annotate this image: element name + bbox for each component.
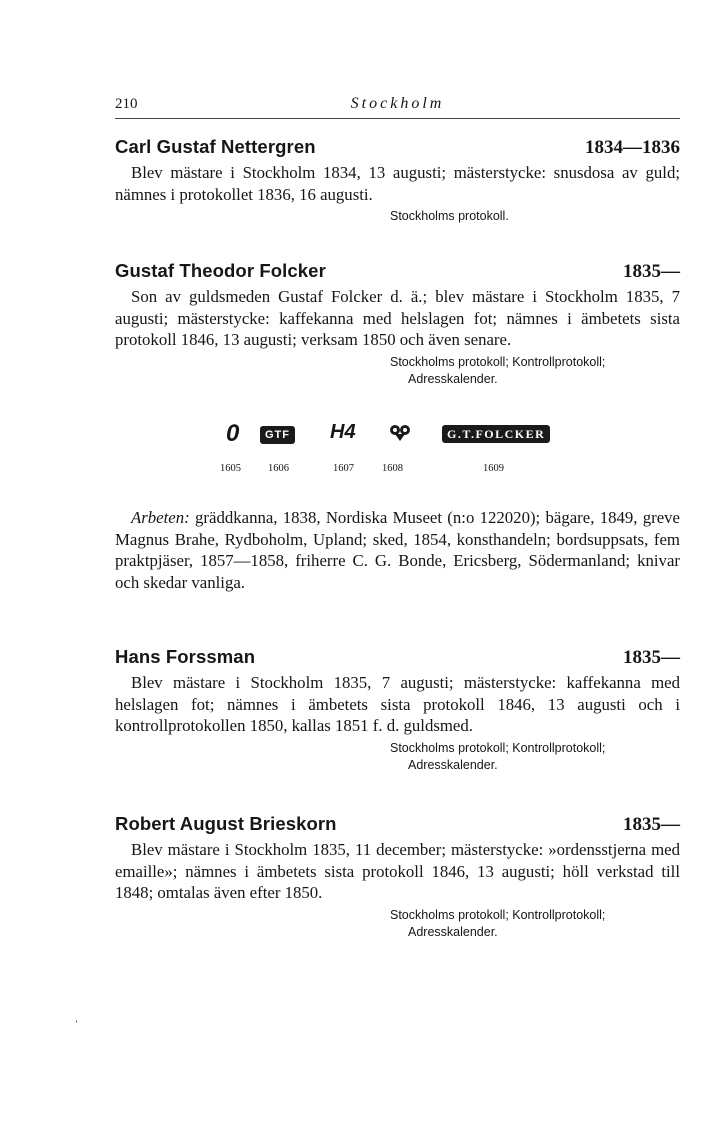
source-line-cont: Adresskalender. <box>408 924 498 939</box>
source-line-cont: Adresskalender. <box>408 371 498 386</box>
entry-text: Blev mästare i Stockholm 1835, 11 december; mästerstycke: »ordensstjerna med emaille»; nämnes i ämbetets sista protokoll 1846, 13 augusti; höll verkstad till 1848; omtalas även efter 1850. <box>115 840 680 902</box>
entry-years: 1835— <box>623 261 680 282</box>
margin-mark <box>76 1020 77 1023</box>
entry-brieskorn <box>115 813 680 941</box>
entry-years: 1835— <box>623 814 680 835</box>
entry-name: Carl Gustaf Nettergren <box>115 136 316 157</box>
entry-nettergren <box>115 136 680 225</box>
entry-years: 1834—1836 <box>585 137 680 158</box>
running-title: Stockholm <box>350 95 445 112</box>
arbeten-text: gräddkanna, 1838, Nordiska Museet (n:o 122020); bägare, 1849, greve Magnus Brahe, Rydboholm, Upland; sked, 1854, konsthandeln; bordsuppsats, fem praktpjäser, 1857—1858, friherre C. G. Bonde, Ericsberg, Södermanland; knivar och skedar vanliga. <box>115 508 680 592</box>
mark-h4: H4 <box>330 421 356 443</box>
page-header <box>115 96 680 119</box>
source-line: Stockholms protokoll; Kontrollprotokoll; <box>390 907 606 922</box>
entry-source <box>390 208 680 225</box>
mark-year: 1606 <box>268 463 289 474</box>
mark-0: 0 <box>226 420 240 447</box>
mark-year: 1608 <box>382 463 403 474</box>
entry-text: Son av guldsmeden Gustaf Folcker d. ä.; blev mästare i Stockholm 1835, 7 augusti; mästerstycke: kaffekanna med helslagen fot; nämnes i ämbetets sista protokoll 1846, 13 augusti; verksam 1850 och även senare. <box>115 287 680 349</box>
entry-name: Gustaf Theodor Folcker <box>115 260 326 281</box>
page-number: 210 <box>115 96 138 112</box>
entry-forssman <box>115 646 680 774</box>
source-line-cont: Adresskalender. <box>408 757 498 772</box>
mark-folcker <box>442 425 550 443</box>
mark-year: 1609 <box>483 463 504 474</box>
arbeten-label: Arbeten: <box>131 508 190 527</box>
mark-folcker-label: G.T.FOLCKER <box>442 425 550 443</box>
entry-text: Blev mästare i Stockholm 1834, 13 augusti; mästerstycke: snusdosa av guld; nämnes i protokollet 1836, 16 augusti. <box>115 163 680 204</box>
source-line: Stockholms protokoll; Kontrollprotokoll; <box>390 740 606 755</box>
entry-source <box>390 354 680 388</box>
mark-gtf-label: GTF <box>260 426 295 444</box>
entry-source <box>390 740 680 774</box>
mark-gtf <box>260 425 295 444</box>
arbeten-paragraph <box>115 507 680 593</box>
entry-text: Blev mästare i Stockholm 1835, 7 augusti; mästerstycke: kaffekanna med helslagen fot; nämnes i ämbetets sista protokoll 1846, 13 augusti och i kontrollprotokollen 1850, kallas 1851 f. d. guldsmed. <box>115 673 680 735</box>
crown-mark-icon <box>389 422 411 447</box>
mark-year: 1605 <box>220 463 241 474</box>
entry-name: Robert August Brieskorn <box>115 813 337 834</box>
entry-name: Hans Forssman <box>115 646 256 667</box>
entry-years: 1835— <box>623 647 680 668</box>
entry-folcker <box>115 260 680 388</box>
mark-year: 1607 <box>333 463 354 474</box>
source-line: Stockholms protokoll; Kontrollprotokoll; <box>390 354 606 369</box>
entry-source <box>390 907 680 941</box>
source-line: Stockholms protokoll. <box>390 209 509 223</box>
